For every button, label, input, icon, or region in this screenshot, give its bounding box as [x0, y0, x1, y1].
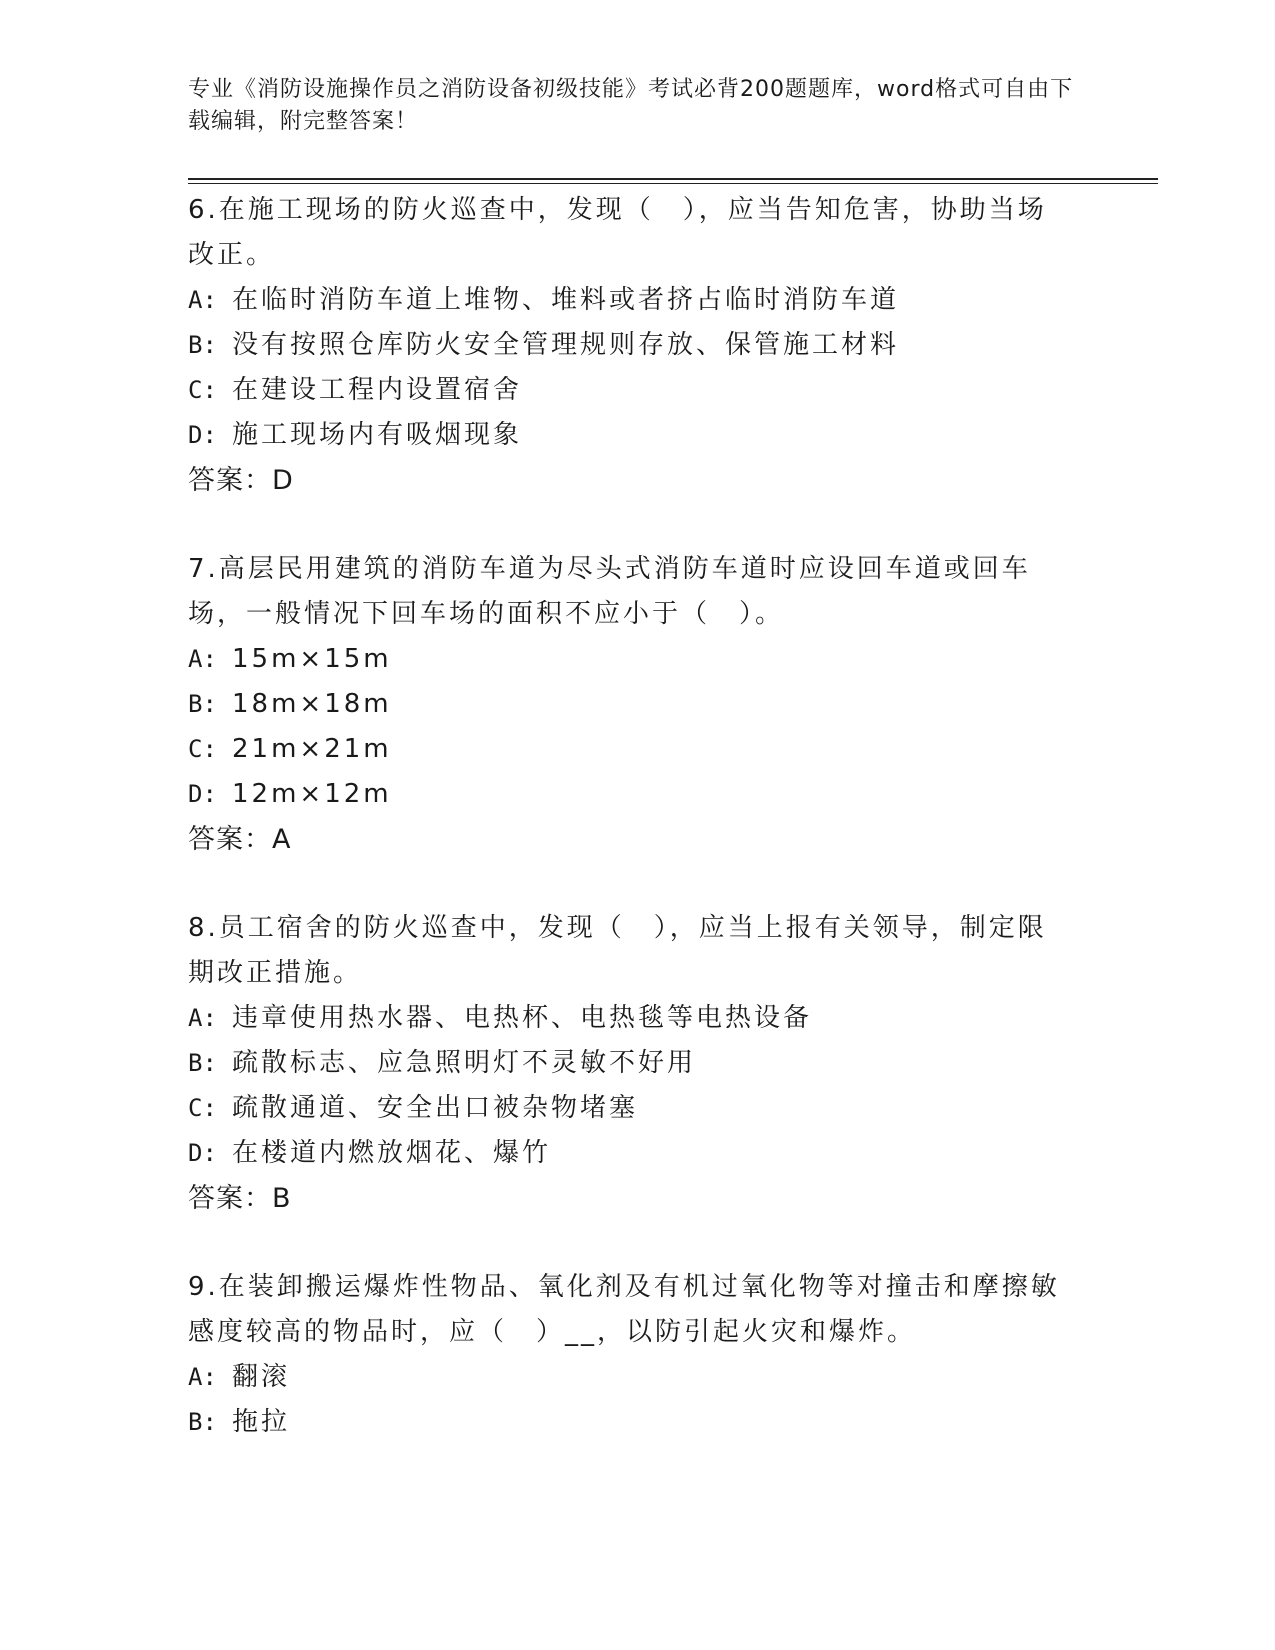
- option-text: 12m×12m: [232, 779, 392, 809]
- option-letter: A:: [188, 645, 217, 673]
- question-stem: 8.员工宿舍的防火巡查中，发现（ ），应当上报有关领导，制定限期改正措施。: [188, 913, 1047, 988]
- option-text: 违章使用热水器、电热杯、电热毯等电热设备: [232, 1003, 813, 1033]
- option-letter: A:: [188, 286, 217, 314]
- question-9: [188, 1265, 1068, 1445]
- option-text: 在临时消防车道上堆物、堆料或者挤占临时消防车道: [232, 285, 900, 315]
- question-list: [188, 188, 1068, 1489]
- option-c: [188, 1086, 1068, 1131]
- question-stem: 6.在施工现场的防火巡查中，发现（ ），应当告知危害，协助当场改正。: [188, 195, 1047, 270]
- header-divider: [188, 178, 1158, 180]
- answer: 答案：A: [188, 824, 292, 855]
- question-8: [188, 906, 1068, 1221]
- option-letter: D:: [188, 421, 217, 449]
- option-a: [188, 637, 1068, 682]
- option-text: 在建设工程内设置宿舍: [232, 375, 523, 405]
- option-c: [188, 727, 1068, 772]
- option-letter: C:: [188, 735, 217, 763]
- option-c: [188, 368, 1068, 413]
- option-text: 18m×18m: [232, 689, 392, 719]
- option-b: [188, 1041, 1068, 1086]
- option-text: 拖拉: [232, 1407, 291, 1437]
- option-letter: B:: [188, 1049, 217, 1077]
- option-text: 15m×15m: [232, 644, 392, 674]
- option-a: [188, 996, 1068, 1041]
- option-d: [188, 1131, 1068, 1176]
- option-letter: A:: [188, 1363, 217, 1391]
- option-b: [188, 1400, 1068, 1445]
- option-text: 疏散标志、应急照明灯不灵敏不好用: [232, 1048, 697, 1078]
- option-text: 21m×21m: [232, 734, 392, 764]
- option-d: [188, 413, 1068, 458]
- answer: 答案：D: [188, 465, 294, 496]
- option-b: [188, 682, 1068, 727]
- option-b: [188, 323, 1068, 368]
- option-a: [188, 1355, 1068, 1400]
- answer: 答案：B: [188, 1183, 292, 1214]
- option-letter: C:: [188, 1094, 217, 1122]
- option-letter: C:: [188, 376, 217, 404]
- option-letter: D:: [188, 1139, 217, 1167]
- option-letter: B:: [188, 1408, 217, 1436]
- option-letter: D:: [188, 780, 217, 808]
- question-stem: 7.高层民用建筑的消防车道为尽头式消防车道时应设回车道或回车场，一般情况下回车场的面积不应小于（ ）。: [188, 554, 1031, 629]
- option-a: [188, 278, 1068, 323]
- option-letter: B:: [188, 331, 217, 359]
- option-text: 翻滚: [232, 1362, 291, 1392]
- option-d: [188, 772, 1068, 817]
- question-7: [188, 547, 1068, 862]
- option-letter: B:: [188, 690, 217, 718]
- option-text: 施工现场内有吸烟现象: [232, 420, 523, 450]
- question-6: [188, 188, 1068, 503]
- header-divider-thin: [188, 183, 1158, 184]
- option-letter: A:: [188, 1004, 217, 1032]
- page-header: 专业《消防设施操作员之消防设备初级技能》考试必背200题题库，word格式可自由下载编辑，附完整答案！: [188, 77, 1074, 134]
- question-stem: 9.在装卸搬运爆炸性物品、氧化剂及有机过氧化物等对撞击和摩擦敏感度较高的物品时，应（ ）__，以防引起火灾和爆炸。: [188, 1272, 1060, 1347]
- option-text: 在楼道内燃放烟花、爆竹: [232, 1138, 552, 1168]
- option-text: 没有按照仓库防火安全管理规则存放、保管施工材料: [232, 330, 900, 360]
- option-text: 疏散通道、安全出口被杂物堵塞: [232, 1093, 639, 1123]
